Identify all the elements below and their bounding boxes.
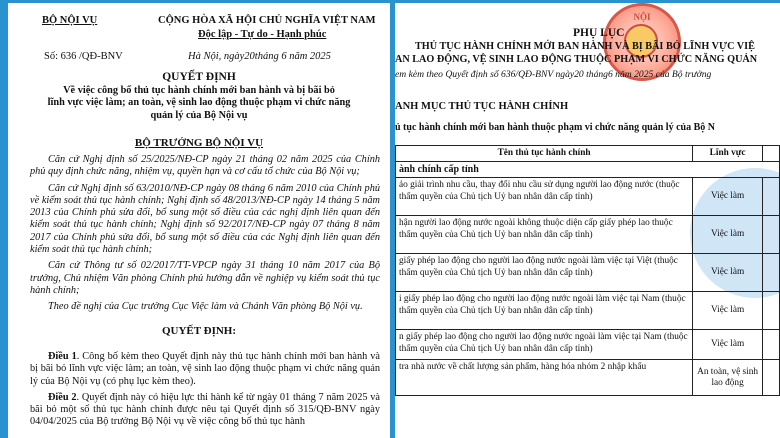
article-text: . Quyết định này có hiệu lực thi hành kể từ ngày 01 tháng 7 năm 2025 và bãi bỏ một số thủ tục hành chính được nêu tại Quyết định số 315/QĐ-BNV ngày 04/04/2025 của Bộ trưởng Bộ Nội vụ về việc công bố thủ tục hành: [30, 391, 380, 428]
procedure-field: Việc làm: [693, 330, 763, 360]
issuing-authority: BỘ TRƯỞNG BỘ NỘI VỤ: [134, 137, 264, 149]
column-header: Tên thủ tục hành chính: [396, 146, 693, 162]
procedure-field: Việc làm: [693, 292, 763, 330]
procedure-name: i giấy phép lao động cho người lao động nước ngoài làm việc tại Nam (thuộc thẩm quyền của Chủ tịch Uỷ ban nhân dân cấp tỉnh): [396, 292, 693, 330]
table-row: [396, 254, 780, 292]
table-header-row: [396, 146, 780, 162]
group-label: ành chính cấp tỉnh: [396, 162, 780, 178]
decide-heading: QUYẾT ĐỊNH:: [161, 325, 237, 337]
article-label: Điều 1: [48, 351, 77, 362]
appendix-subtitle: em kèm theo Quyết định số 636/QĐ-BNV ngày20 tháng6 năm 2025 của Bộ trưởng: [395, 69, 712, 80]
column-header: Lĩnh vực: [693, 146, 763, 162]
procedure-name: hận người lao động nước ngoài không thuộc diện cấp giấy phép lao thuộc thẩm quyền của Chủ tịch Uỷ ban nhân dân cấp tỉnh): [396, 216, 693, 254]
appendix-heading-1: THỦ TỤC HÀNH CHÍNH MỚI BAN HÀNH VÀ BỊ BÃI BỎ LĨNH VỰC VIỆ: [415, 41, 755, 52]
articles: [30, 351, 380, 433]
issuing-agency: BỘ NỘI VỤ: [42, 15, 98, 26]
article-2: [30, 392, 380, 429]
document-type: QUYẾT ĐỊNH: [162, 71, 236, 83]
procedure-field: Việc làm: [693, 216, 763, 254]
procedure-field: An toàn, vệ sinh lao động: [693, 360, 763, 396]
column-header: [763, 146, 780, 162]
procedures-table: [395, 145, 780, 396]
appendix-page: [395, 3, 780, 438]
preamble-paragraph: Theo đề nghị của Cục trưởng Cục Việc làm và Chánh Văn phòng Bộ Nội vụ.: [48, 301, 363, 313]
decision-page: [8, 3, 390, 438]
table-row: [396, 216, 780, 254]
decision-number: Số: 636 /QĐ-BNV: [44, 51, 123, 62]
preamble-paragraph: Căn cứ Nghị định số 25/2025/NĐ-CP ngày 21 tháng 02 năm 2025 của Chính phủ quy định chức năng, nhiệm vụ, quyền hạn và cơ cấu tổ chức của Bộ Nội vụ;: [30, 154, 380, 178]
procedure-name: n giấy phép lao động cho người lao động nước ngoài làm việc tại Nam (thuộc thẩm quyền của Chủ tịch Uỷ ban nhân dân cấp tỉnh): [396, 330, 693, 360]
group-row: [396, 162, 780, 178]
procedure-name: giấy phép lao động cho người lao động nước ngoài làm việc tại Việt (thuộc thẩm quyền của Chủ tịch Uỷ ban nhân dân cấp tỉnh): [396, 254, 693, 292]
section-heading: ANH MỤC THỦ TỤC HÀNH CHÍNH: [395, 101, 569, 112]
preamble-paragraph: Căn cứ Thông tư số 02/2017/TT-VPCP ngày 31 tháng 10 năm 2017 của Bộ trưởng, Chủ nhiệm Văn phòng Chính phủ hướng dẫn về nghiệp vụ kiểm soát thủ tục hành chính;: [30, 260, 380, 296]
place-date: Hà Nội, ngày20tháng 6 năm 2025: [188, 51, 331, 62]
table-row: [396, 178, 780, 216]
title-line: Về việc công bố thủ tục hành chính mới ban hành và bị bãi bỏ: [63, 85, 335, 96]
republic-name: CỘNG HÒA XÃ HỘI CHỦ NGHĨA VIỆT NAM: [158, 15, 376, 26]
decision-title: [8, 85, 390, 122]
article-text: . Công bố kèm theo Quyết định này thủ tục hành chính mới ban hành và bị bãi bỏ lĩnh vực việc làm; an toàn, vệ sinh lao động thuộc phạm vi chức năng quản lý của Bộ Nội vụ (có phụ lục kèm theo).: [30, 351, 380, 387]
subsection-heading: ủ tục hành chính mới ban hành thuộc phạm vi chức năng quản lý của Bộ N: [395, 122, 715, 133]
table-row: [396, 360, 780, 396]
title-line: quản lý của Bộ Nội vụ: [150, 109, 248, 121]
title-line: lĩnh vực việc làm; an toàn, vệ sinh lao động thuộc phạm vi chức năng: [47, 97, 351, 109]
preamble-paragraph: Căn cứ Nghị định số 63/2010/NĐ-CP ngày 08 tháng 6 năm 2010 của Chính phủ về kiểm soát thủ tục hành chính; Nghị định số 48/2013/NĐ-CP ngày 14 tháng 5 năm 2013 của Chính phủ sửa đổi, bổ sung một số điều của các nghị định liên quan đến kiểm soát thủ tục hành chính; Nghị định số 92/2017/NĐ-CP ngày 07 tháng 8 năm 2017 của Chính phủ sửa đổi, bổ sung một số điều của các Nghị định liên quan đến kiểm soát thủ tục hành chính;: [30, 182, 380, 256]
article-1: [30, 351, 380, 388]
appendix-title: PHỤ LỤC: [573, 27, 625, 39]
procedure-field: Việc làm: [693, 254, 763, 292]
procedure-name: ảo giải trình nhu cầu, thay đổi nhu cầu sử dụng người lao động nước (thuộc thẩm quyền của Chủ tịch Uỷ ban nhân dân cấp tỉnh): [396, 178, 693, 216]
national-motto: Độc lập - Tự do - Hạnh phúc: [198, 29, 327, 40]
table-row: [396, 292, 780, 330]
preamble: [30, 154, 380, 318]
table-row: [396, 330, 780, 360]
procedure-name: tra nhà nước về chất lượng sản phẩm, hàng hóa nhóm 2 nhập khẩu: [396, 360, 693, 396]
procedure-field: Việc làm: [693, 178, 763, 216]
seal-text: NỘI: [633, 12, 651, 22]
article-label: Điều 2: [48, 391, 77, 403]
appendix-heading-2: AN LAO ĐỘNG, VỆ SINH LAO ĐỘNG THUỘC PHẠM VI CHỨC NĂNG QUẢN: [395, 54, 758, 65]
